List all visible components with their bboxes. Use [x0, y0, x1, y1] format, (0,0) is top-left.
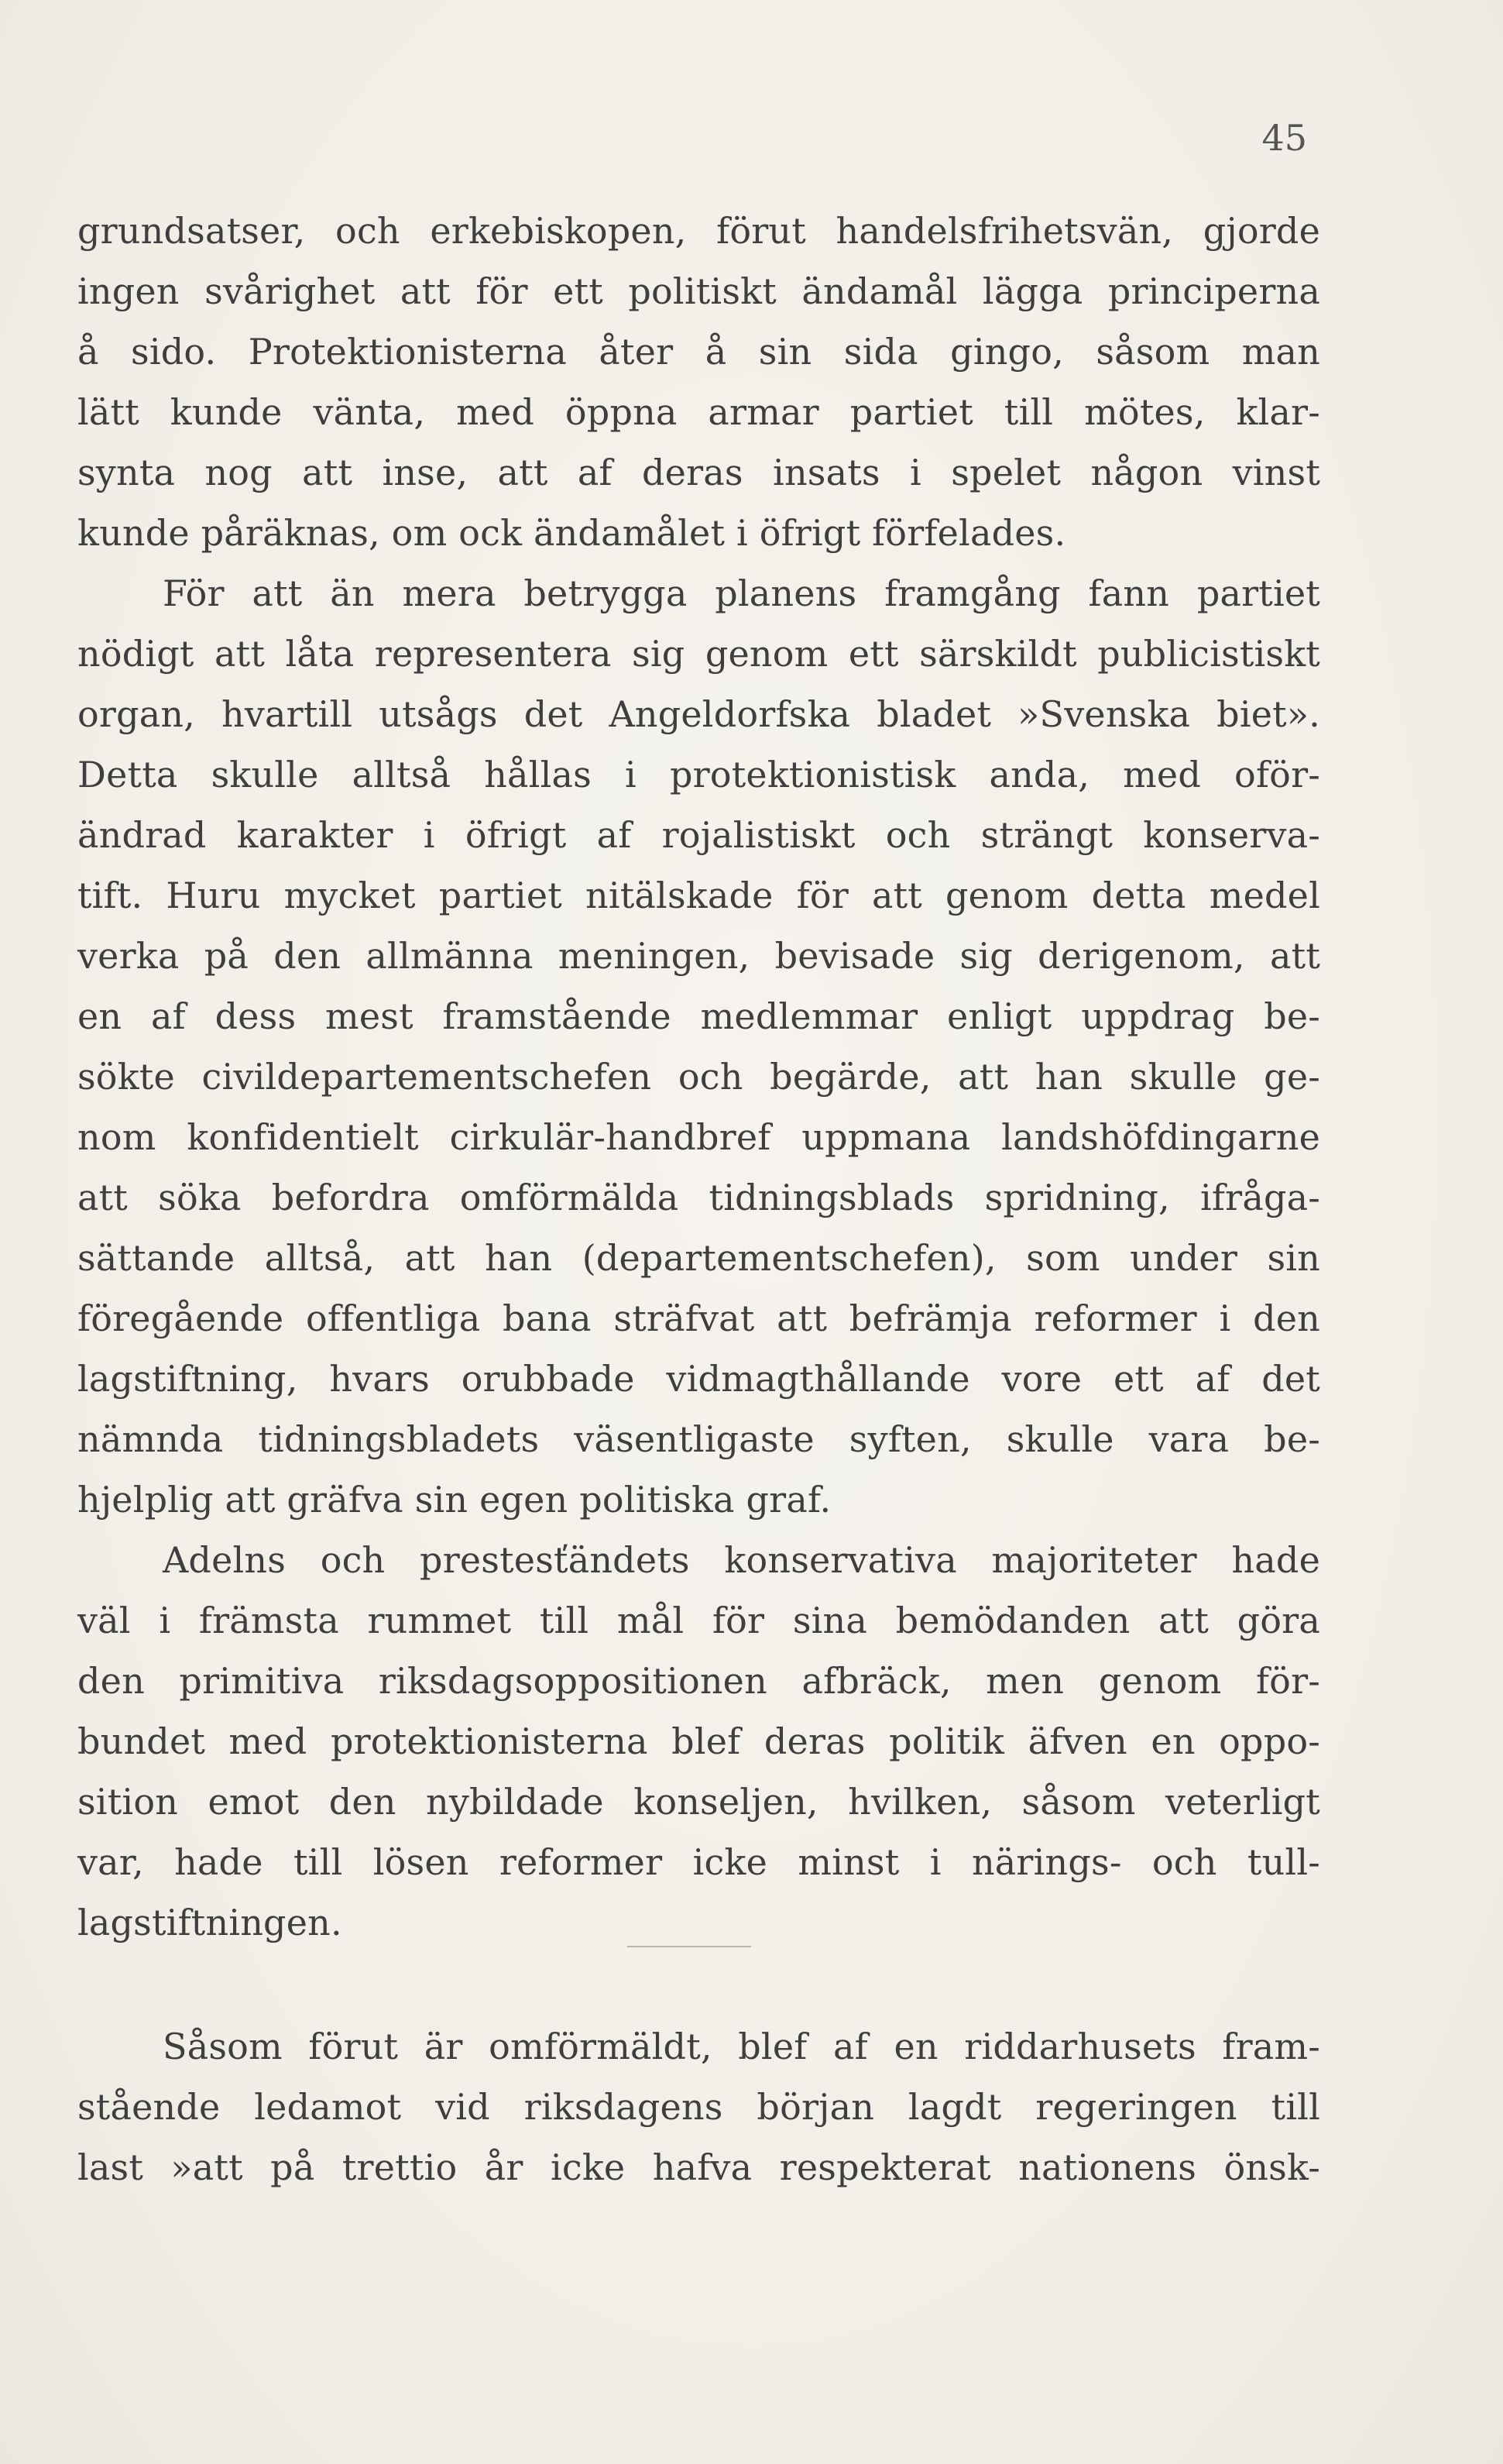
text-line: den primitiva riksdagsoppositionen afbräck, men genom för- — [77, 1660, 1320, 1702]
text-block-main — [77, 201, 1320, 1953]
text-line: organ, hvartill utsågs det Angeldorfska bladet »Svenska biet». — [77, 693, 1320, 735]
section-separator — [627, 1946, 751, 1947]
text-line: grundsatser, och erkebiskopen, förut handelsfrihetsvän, gjorde — [77, 210, 1320, 252]
text-line: stående ledamot vid riksdagens början lagdt regeringen till — [77, 2086, 1320, 2128]
text-line: att söka befordra omförmälda tidningsblads spridning, ifråga- — [77, 1177, 1320, 1218]
text-line: synta nog att inse, att af deras insats i spelet någon vinst — [77, 452, 1320, 493]
text-line: verka på den allmänna meningen, bevisade sig derigenom, att — [77, 935, 1320, 977]
text-line: lätt kunde vänta, med öppna armar partiet till mötes, klar- — [77, 391, 1320, 433]
text-block-new-section — [77, 2016, 1320, 2198]
text-line: Detta skulle alltså hållas i protektionistisk anda, med oför- — [77, 754, 1320, 796]
text-line: last »att på trettio år icke hafva respekterat nationens önsk- — [77, 2146, 1320, 2188]
text-line-paragraph-start: Adelns och prestesťändets konservativa majoriteter hade — [163, 1539, 1320, 1581]
text-line: sition emot den nybildade konseljen, hvilken, såsom veterligt — [77, 1781, 1320, 1823]
text-line: lagstiftningen. — [77, 1902, 342, 1943]
text-line: ingen svårighet att för ett politiskt ändamål lägga principerna — [77, 270, 1320, 312]
text-line: lagstiftning, hvars orubbade vidmagthållande vore ett af det — [77, 1358, 1320, 1400]
text-line: sökte civildepartementschefen och begärde, att han skulle ge- — [77, 1056, 1320, 1098]
text-line: bundet med protektionisterna blef deras politik äfven en oppo- — [77, 1720, 1320, 1762]
text-line: å sido. Protektionisterna åter å sin sida gingo, såsom man — [77, 331, 1320, 373]
text-line: väl i främsta rummet till mål för sina bemödanden att göra — [77, 1600, 1320, 1641]
text-line: hjelplig att gräfva sin egen politiska graf. — [77, 1479, 832, 1521]
page-number: 45 — [1261, 117, 1307, 159]
text-line: var, hade till lösen reformer icke minst i närings- och tull- — [77, 1841, 1320, 1883]
text-line-paragraph-start: Såsom förut är omförmäldt, blef af en riddarhusets fram- — [163, 2026, 1320, 2067]
text-line: en af dess mest framstående medlemmar enligt uppdrag be- — [77, 995, 1320, 1037]
text-line: nämnda tidningsbladets väsentligaste syften, skulle vara be- — [77, 1418, 1320, 1460]
text-line: kunde påräknas, om ock ändamålet i öfrigt förfelades. — [77, 512, 1066, 554]
text-line: nom konfidentielt cirkulär-handbref uppmana landshöfdingarne — [77, 1116, 1320, 1158]
text-line: ändrad karakter i öfrigt af rojalistiskt och strängt konserva- — [77, 814, 1320, 856]
text-line: föregående offentliga bana sträfvat att befrämja reformer i den — [77, 1297, 1320, 1339]
text-line: tift. Huru mycket partiet nitälskade för att genom detta medel — [77, 875, 1320, 916]
text-line: sättande alltså, att han (departementschefen), som under sin — [77, 1237, 1320, 1279]
text-line: nödigt att låta representera sig genom ett särskildt publicistiskt — [77, 633, 1320, 675]
text-line-paragraph-start: För att än mera betrygga planens framgång fann partiet — [163, 572, 1320, 614]
